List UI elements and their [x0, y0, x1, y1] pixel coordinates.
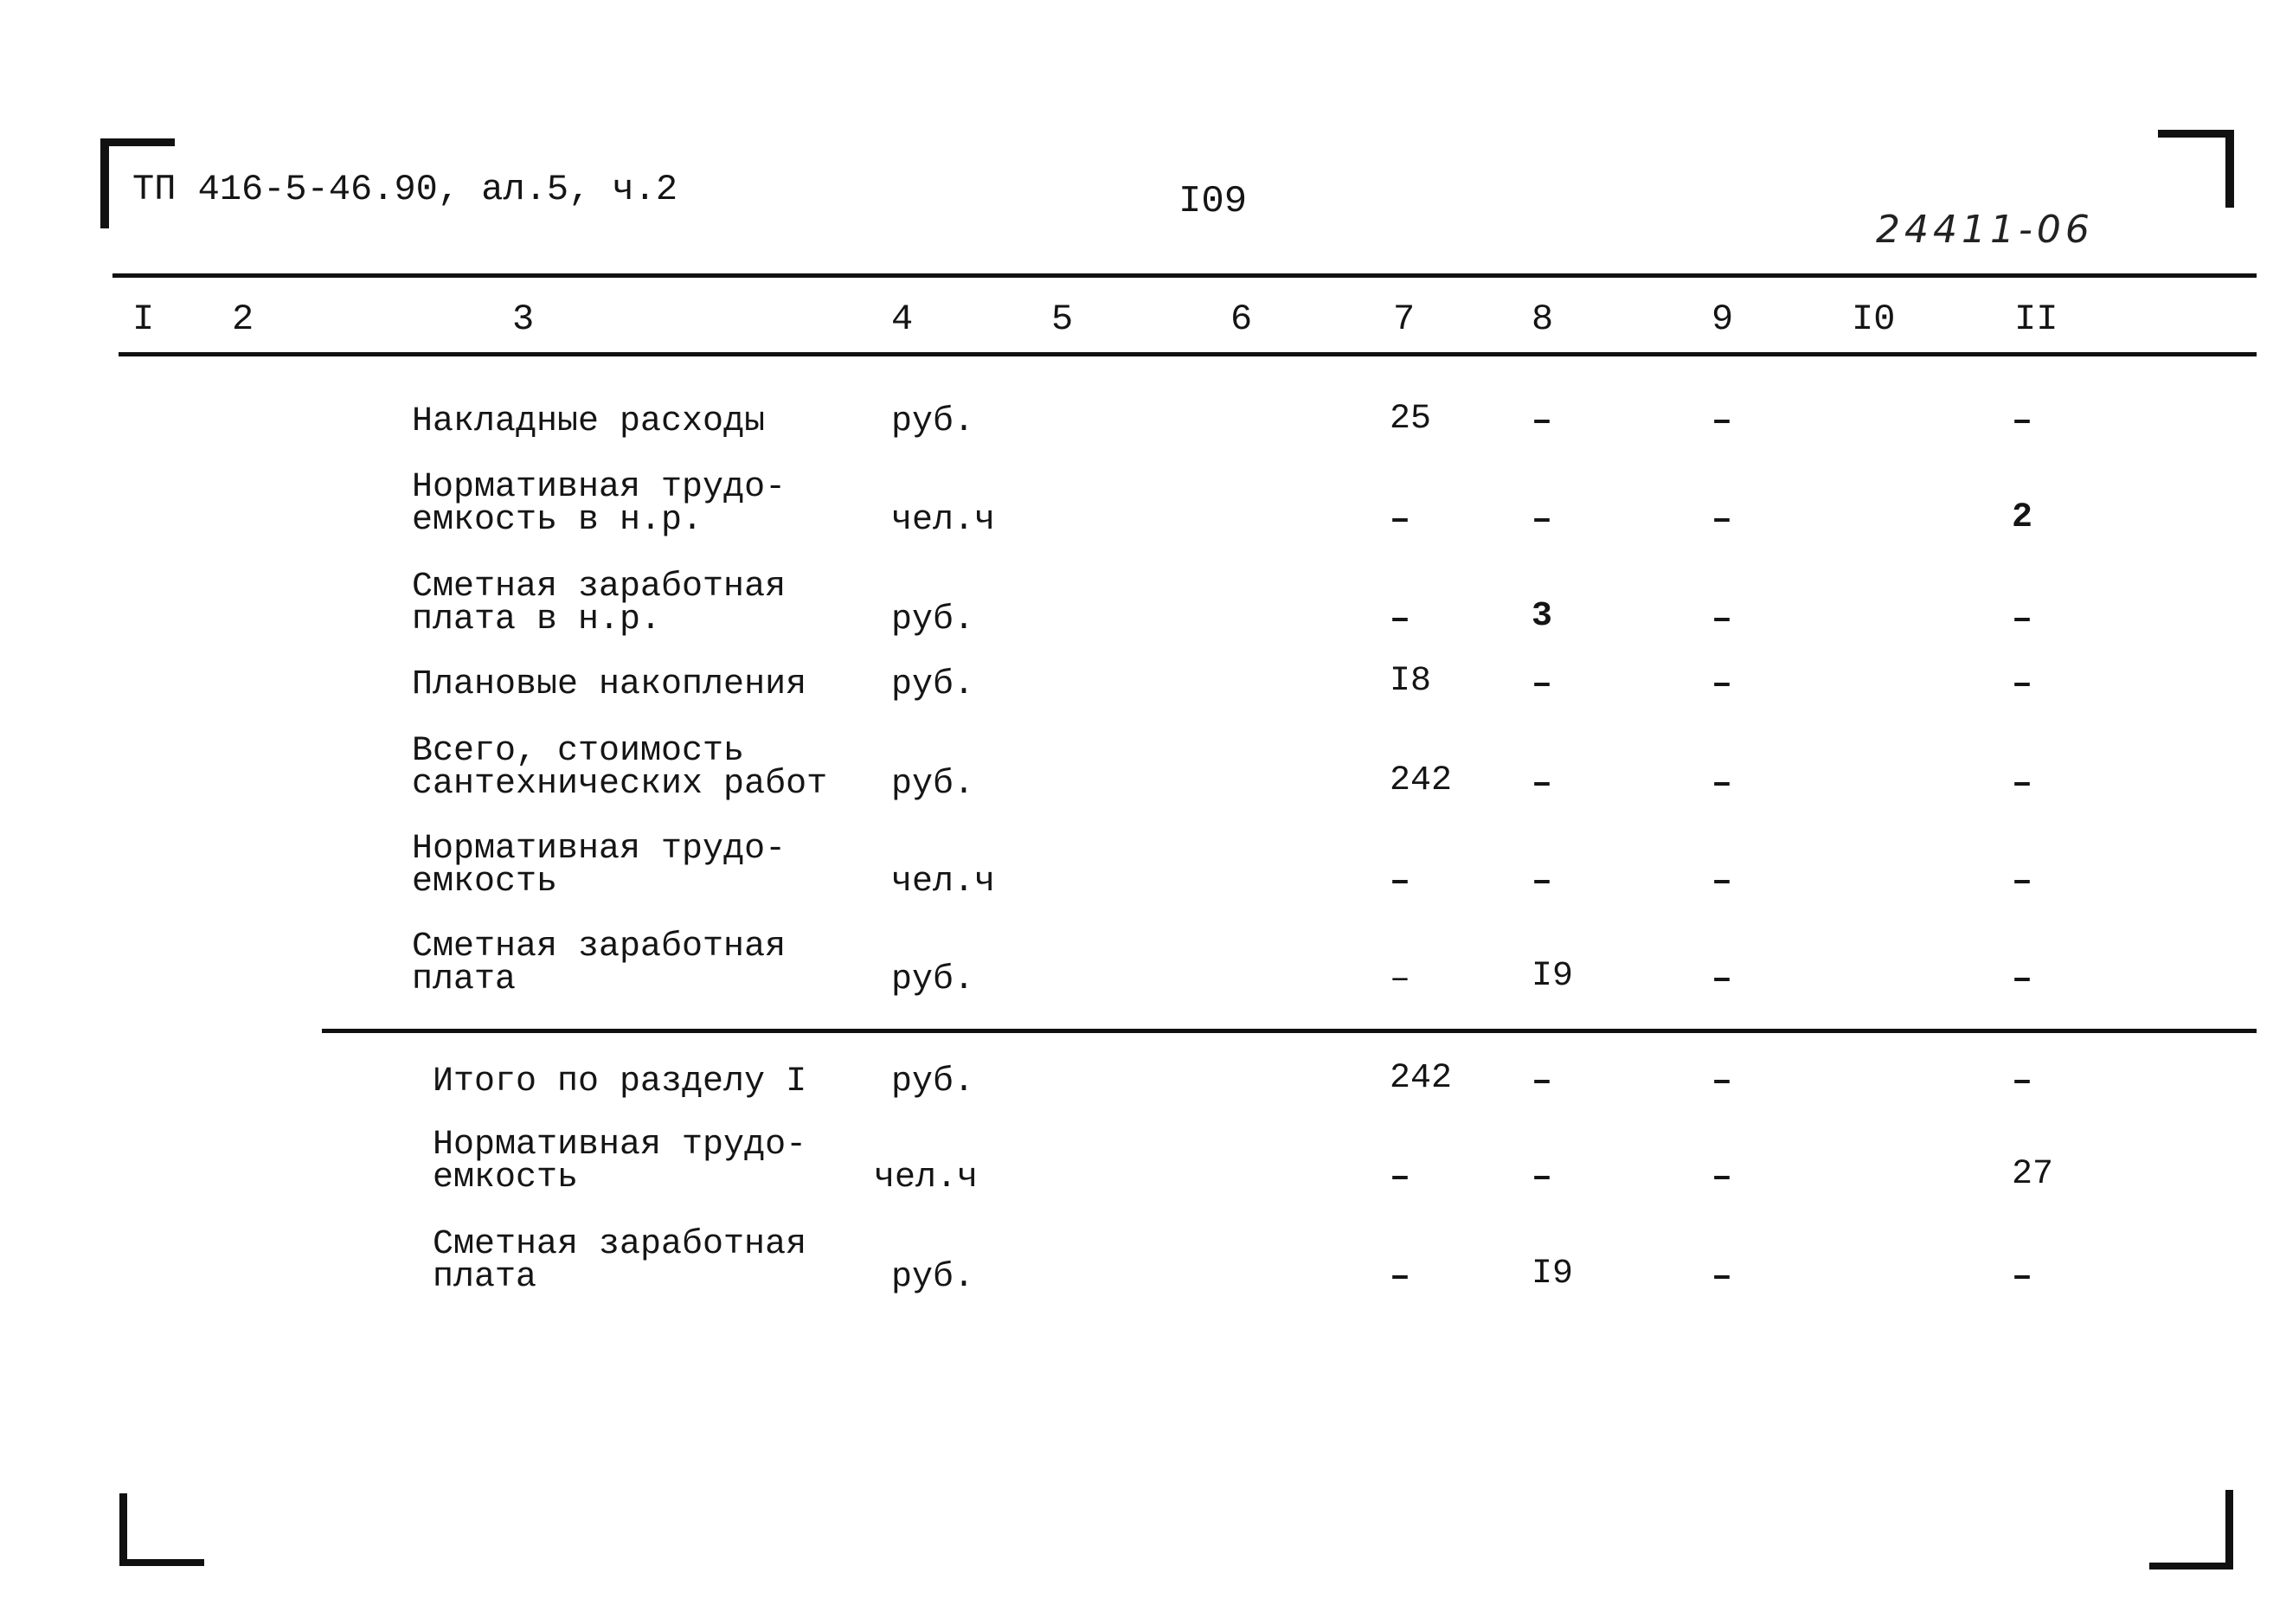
cell-col9: –	[1711, 665, 1733, 704]
row-label-line2: емкость	[433, 1159, 579, 1197]
cell-col7: –	[1390, 863, 1411, 902]
cell-col9: –	[1711, 501, 1733, 540]
cell-col7: –	[1390, 600, 1411, 639]
row-label: Накладные расходы	[412, 402, 766, 441]
cell-col7: –	[1390, 1258, 1411, 1297]
cell-col9: –	[1711, 1258, 1733, 1297]
row-unit: чел.ч	[891, 863, 996, 902]
corner-mark-bottom-left-bar	[119, 1559, 204, 1566]
row-label: Нормативная трудо-	[433, 1126, 807, 1165]
corner-mark-top-right	[2225, 130, 2234, 208]
row-label-line2: плата в н.р.	[412, 600, 662, 639]
cell-col8: –	[1531, 402, 1553, 441]
row-label: Сметная заработная	[412, 928, 787, 966]
row-label: Нормативная трудо-	[412, 830, 787, 869]
cell-col8: –	[1531, 765, 1553, 804]
cell-col11: –	[2012, 600, 2033, 639]
cell-col11: 27	[2012, 1155, 2054, 1194]
subtotal-rule	[322, 1029, 2257, 1033]
column-header-9: 9	[1711, 298, 1734, 340]
cell-col8: –	[1531, 1159, 1553, 1197]
row-label-line2: плата	[433, 1258, 537, 1297]
row-unit: руб.	[891, 665, 975, 704]
row-label-line2: емкость в н.р.	[412, 501, 703, 540]
row-label-line2: плата	[412, 960, 517, 999]
corner-mark-bottom-right	[2225, 1490, 2233, 1569]
row-label: Всего, стоимость	[412, 732, 745, 771]
row-unit: руб.	[891, 600, 975, 639]
row-label-line2: емкость	[412, 863, 558, 902]
cell-col8: 3	[1531, 597, 1553, 636]
document-reference: ТП 416-5-46.90, ал.5, ч.2	[132, 169, 678, 210]
cell-col11: –	[2012, 960, 2033, 999]
cell-col11: 2	[2012, 498, 2033, 537]
corner-mark-top-left	[100, 138, 109, 228]
cell-col9: –	[1711, 1159, 1733, 1197]
cell-col7: 242	[1390, 1059, 1453, 1098]
row-unit: руб.	[891, 765, 975, 804]
row-label: Сметная заработная	[412, 568, 787, 607]
column-header-11: II	[2014, 298, 2058, 340]
page-number: I09	[1178, 180, 1248, 223]
cell-col11: –	[2012, 1062, 2033, 1101]
row-unit: чел.ч	[891, 501, 996, 540]
header-bottom-rule	[119, 352, 2257, 356]
row-unit: руб.	[891, 1258, 975, 1297]
row-unit: руб.	[891, 960, 975, 999]
table-top-rule	[112, 273, 2257, 278]
column-header-8: 8	[1531, 298, 1554, 340]
cell-col7: 242	[1390, 761, 1453, 800]
cell-col11: –	[2012, 402, 2033, 441]
corner-mark-bottom-left	[119, 1493, 127, 1566]
cell-col8: –	[1531, 501, 1553, 540]
row-label-line2: сантехнических работ	[412, 765, 828, 804]
cell-col8: I9	[1531, 1255, 1574, 1293]
column-header-4: 4	[891, 298, 914, 340]
cell-col8: –	[1531, 1062, 1553, 1101]
row-label: Итого по разделу I	[433, 1062, 807, 1101]
cell-col8: –	[1531, 665, 1553, 704]
corner-mark-bottom-right-bar	[2149, 1563, 2233, 1569]
cell-col8: I9	[1531, 957, 1574, 996]
row-unit: чел.ч	[874, 1159, 979, 1197]
row-label: Нормативная трудо-	[412, 468, 787, 507]
row-unit: руб.	[891, 402, 975, 441]
handwritten-number: 24411-06	[1876, 208, 2094, 252]
row-label: Сметная заработная	[433, 1225, 807, 1264]
column-header-5: 5	[1051, 298, 1074, 340]
column-header-1: I	[132, 298, 155, 340]
cell-col8: –	[1531, 863, 1553, 902]
cell-col7: –	[1390, 501, 1411, 540]
column-header-3: 3	[512, 298, 535, 340]
cell-col11: –	[2012, 665, 2033, 704]
cell-col9: –	[1711, 600, 1733, 639]
cell-col7: 25	[1390, 400, 1432, 439]
column-header-2: 2	[232, 298, 254, 340]
row-label: Плановые накопления	[412, 665, 807, 704]
cell-col9: –	[1711, 863, 1733, 902]
column-header-6: 6	[1230, 298, 1253, 340]
cell-col11: –	[2012, 863, 2033, 902]
cell-col7: I8	[1390, 662, 1432, 701]
column-header-7: 7	[1393, 298, 1416, 340]
column-header-10: I0	[1852, 298, 1896, 340]
corner-mark-top-right-bar	[2158, 130, 2234, 138]
cell-col7: –	[1390, 1159, 1411, 1197]
cell-col9: –	[1711, 960, 1733, 999]
cell-col11: –	[2012, 765, 2033, 804]
cell-col9: –	[1711, 1062, 1733, 1101]
cell-col9: –	[1711, 765, 1733, 804]
row-unit: руб.	[891, 1062, 975, 1101]
cell-col11: –	[2012, 1258, 2033, 1297]
corner-mark-top-left-bar	[100, 138, 175, 146]
cell-col7: –	[1390, 960, 1411, 999]
cell-col9: –	[1711, 402, 1733, 441]
